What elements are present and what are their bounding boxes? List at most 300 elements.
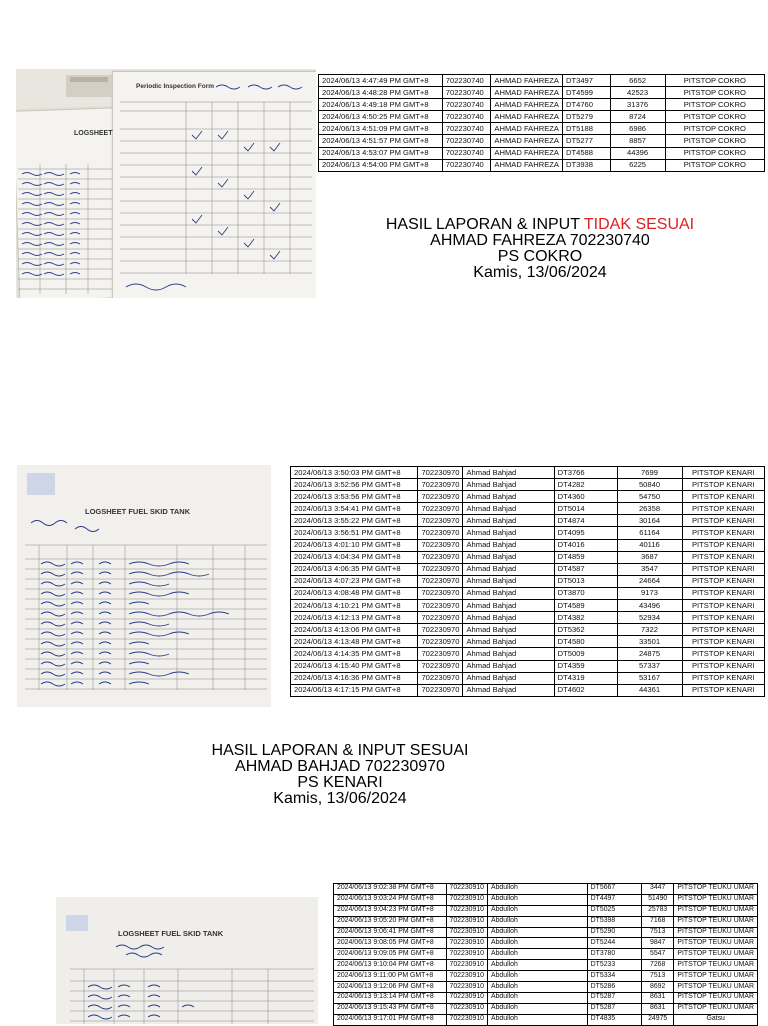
logsheet-photo-3 [56,897,318,1024]
operator-name-cell: AHMAD FAHREZA [491,75,563,87]
location-cell: PITSTOP KENARI [682,684,765,696]
employee-id-cell: 702230910 [446,971,488,982]
table-row [319,159,765,171]
hour-meter-cell: 24875 [617,648,682,660]
operator-name-cell: Abdulloh [488,884,588,895]
hour-meter-cell: 42523 [610,87,665,99]
handwriting-scribbles [16,69,316,298]
operator-name-cell: Ahmad Bahjad [463,539,554,551]
operator-name-cell: Ahmad Bahjad [463,491,554,503]
operator-name-cell: Abdulloh [488,992,588,1003]
employee-id-cell: 702230910 [446,894,488,905]
unit-code-cell: DT3766 [554,467,617,479]
unit-code-cell: DT5362 [554,624,617,636]
operator-name-cell: AHMAD FAHREZA [491,99,563,111]
hour-meter-cell: 53167 [617,672,682,684]
hour-meter-cell: 3547 [617,563,682,575]
timestamp-cell: 2024/06/13 9:12:06 PM GMT+8 [334,982,447,993]
timestamp-cell: 2024/06/13 9:05:20 PM GMT+8 [334,916,447,927]
caption-line-4: Kamis, 13/06/2024 [473,264,607,281]
photo-form-title: LOGSHEET FUEL SKID TANK [118,929,224,938]
employee-id-cell: 702230970 [418,575,463,587]
unit-code-cell: DT5009 [554,648,617,660]
location-cell: PITSTOP TEUKU UMAR [674,949,758,960]
hour-meter-cell: 57337 [617,660,682,672]
operator-name-cell: Abdulloh [488,982,588,993]
table-row [291,587,765,599]
table-row [334,971,758,982]
timestamp-cell: 2024/06/13 4:49:18 PM GMT+8 [319,99,443,111]
hour-meter-cell: 6986 [610,123,665,135]
operator-name-cell: Abdulloh [488,1003,588,1014]
table-row [334,894,758,905]
table-row [334,960,758,971]
timestamp-cell: 2024/06/13 9:02:38 PM GMT+8 [334,884,447,895]
unit-code-cell: DT4760 [562,99,610,111]
table-row [334,1003,758,1014]
table-row [319,75,765,87]
unit-code-cell: DT4016 [554,539,617,551]
unit-code-cell: DT4319 [554,672,617,684]
location-cell: PITSTOP TEUKU UMAR [674,894,758,905]
timestamp-cell: 2024/06/13 4:06:35 PM GMT+8 [291,563,418,575]
operator-name-cell: Ahmad Bahjad [463,587,554,599]
handwriting-scribbles [17,465,271,707]
timestamp-cell: 2024/06/13 4:16:36 PM GMT+8 [291,672,418,684]
unit-code-cell: DT5279 [562,111,610,123]
employee-id-cell: 702230970 [418,648,463,660]
employee-id-cell: 702230910 [446,1014,488,1025]
timestamp-cell: 2024/06/13 3:50:03 PM GMT+8 [291,467,418,479]
employee-id-cell: 702230740 [442,147,491,159]
employee-id-cell: 702230970 [418,672,463,684]
timestamp-cell: 2024/06/13 4:01:10 PM GMT+8 [291,539,418,551]
employee-id-cell: 702230910 [446,1003,488,1014]
hour-meter-cell: 6225 [610,159,665,171]
operator-name-cell: Ahmad Bahjad [463,636,554,648]
employee-id-cell: 702230740 [442,123,491,135]
table-row [319,147,765,159]
employee-id-cell: 702230970 [418,636,463,648]
hour-meter-cell: 8631 [641,1003,673,1014]
operator-name-cell: Ahmad Bahjad [463,551,554,563]
unit-code-cell: DT4095 [554,527,617,539]
caption-line-1: HASIL LAPORAN & INPUT TIDAK SESUAI [385,216,695,233]
table-row [319,99,765,111]
operator-name-cell: Ahmad Bahjad [463,600,554,612]
timestamp-cell: 2024/06/13 4:13:48 PM GMT+8 [291,636,418,648]
operator-name-cell: AHMAD FAHREZA [491,87,563,99]
unit-code-cell: DT4835 [587,1014,641,1025]
unit-code-cell: DT3497 [562,75,610,87]
table-row [291,491,765,503]
employee-id-cell: 702230970 [418,684,463,696]
table-row [291,527,765,539]
employee-id-cell: 702230970 [418,503,463,515]
timestamp-cell: 2024/06/13 9:17:01 PM GMT+8 [334,1014,447,1025]
employee-id-cell: 702230740 [442,159,491,171]
location-cell: PITSTOP COKRO [665,147,764,159]
table-row [291,684,765,696]
timestamp-cell: 2024/06/13 9:11:00 PM GMT+8 [334,971,447,982]
employee-id-cell: 702230970 [418,660,463,672]
hour-meter-cell: 40116 [617,539,682,551]
unit-code-cell: DT5286 [587,982,641,993]
table-row [334,949,758,960]
hour-meter-cell: 9173 [617,587,682,599]
hour-meter-cell: 7168 [641,916,673,927]
operator-name-cell: Ahmad Bahjad [463,467,554,479]
table-row [334,992,758,1003]
unit-code-cell: DT5025 [587,905,641,916]
location-cell: PITSTOP TEUKU UMAR [674,1003,758,1014]
table-row [291,575,765,587]
caption-line-3: PS COKRO [497,248,583,265]
location-cell: PITSTOP TEUKU UMAR [674,960,758,971]
caption-line-2: AHMAD FAHREZA 702230740 [430,232,650,249]
unit-code-cell: DT5398 [587,916,641,927]
hour-meter-cell: 61164 [617,527,682,539]
employee-id-cell: 702230970 [418,539,463,551]
hour-meter-cell: 54750 [617,491,682,503]
employee-id-cell: 702230740 [442,75,491,87]
report-caption-1 [330,217,750,281]
timestamp-cell: 2024/06/13 4:15:40 PM GMT+8 [291,660,418,672]
table-row [291,515,765,527]
operator-name-cell: AHMAD FAHREZA [491,159,563,171]
unit-code-cell: DT4282 [554,479,617,491]
operator-name-cell: Ahmad Bahjad [463,684,554,696]
unit-code-cell: DT5233 [587,960,641,971]
timestamp-cell: 2024/06/13 3:55:22 PM GMT+8 [291,515,418,527]
table-row [334,982,758,993]
hour-meter-cell: 3687 [617,551,682,563]
operator-name-cell: Abdulloh [488,927,588,938]
input-table-2 [290,466,765,697]
operator-name-cell: AHMAD FAHREZA [491,147,563,159]
hour-meter-cell: 8692 [641,982,673,993]
unit-code-cell: DT5334 [587,971,641,982]
operator-name-cell: Ahmad Bahjad [463,527,554,539]
hour-meter-cell: 51490 [641,894,673,905]
operator-name-cell: Abdulloh [488,916,588,927]
unit-code-cell: DT4382 [554,612,617,624]
table-row [334,927,758,938]
hour-meter-cell: 31376 [610,99,665,111]
location-cell: PITSTOP KENARI [682,672,765,684]
hour-meter-cell: 8631 [641,992,673,1003]
location-cell: PITSTOP KENARI [682,539,765,551]
table-row [291,648,765,660]
timestamp-cell: 2024/06/13 4:48:28 PM GMT+8 [319,87,443,99]
location-cell: PITSTOP TEUKU UMAR [674,971,758,982]
employee-id-cell: 702230910 [446,905,488,916]
timestamp-cell: 2024/06/13 9:06:41 PM GMT+8 [334,927,447,938]
location-cell: PITSTOP KENARI [682,503,765,515]
location-cell: Gatsu [674,1014,758,1025]
location-cell: PITSTOP KENARI [682,515,765,527]
timestamp-cell: 2024/06/13 4:50:25 PM GMT+8 [319,111,443,123]
unit-code-cell: DT4874 [554,515,617,527]
location-cell: PITSTOP KENARI [682,612,765,624]
operator-name-cell: Abdulloh [488,960,588,971]
hour-meter-cell: 30164 [617,515,682,527]
operator-name-cell: Abdulloh [488,971,588,982]
unit-code-cell: DT5287 [587,992,641,1003]
unit-code-cell: DT5244 [587,938,641,949]
timestamp-cell: 2024/06/13 3:53:56 PM GMT+8 [291,491,418,503]
unit-code-cell: DT5188 [562,123,610,135]
location-cell: PITSTOP TEUKU UMAR [674,884,758,895]
location-cell: PITSTOP KENARI [682,587,765,599]
status-mismatch-label: TIDAK SESUAI [583,216,695,233]
unit-code-cell: DT4859 [554,551,617,563]
caption-line-3: PS KENARI [297,774,383,791]
unit-code-cell: DT4599 [562,87,610,99]
input-table-3 [333,883,758,1026]
timestamp-cell: 2024/06/13 9:03:24 PM GMT+8 [334,894,447,905]
table-row [291,503,765,515]
operator-name-cell: Ahmad Bahjad [463,624,554,636]
hour-meter-cell: 33501 [617,636,682,648]
unit-code-cell: DT5287 [587,1003,641,1014]
location-cell: PITSTOP COKRO [665,123,764,135]
location-cell: PITSTOP COKRO [665,159,764,171]
unit-code-cell: DT4580 [554,636,617,648]
table-row [334,884,758,895]
hour-meter-cell: 43496 [617,600,682,612]
input-table-1 [318,74,765,172]
table-row [334,916,758,927]
timestamp-cell: 2024/06/13 9:15:43 PM GMT+8 [334,1003,447,1014]
employee-id-cell: 702230970 [418,551,463,563]
hour-meter-cell: 44396 [610,147,665,159]
unit-code-cell: DT5014 [554,503,617,515]
unit-code-cell: DT3780 [587,949,641,960]
employee-id-cell: 702230970 [418,479,463,491]
timestamp-cell: 2024/06/13 4:51:09 PM GMT+8 [319,123,443,135]
photo-form-subtitle: LOGSHEET [74,130,113,137]
caption-line-4: Kamis, 13/06/2024 [273,790,407,807]
table-row [319,123,765,135]
operator-name-cell: Ahmad Bahjad [463,648,554,660]
table-row [319,111,765,123]
table-row [291,479,765,491]
unit-code-cell: DT3938 [562,159,610,171]
employee-id-cell: 702230910 [446,982,488,993]
hour-meter-cell: 7513 [641,927,673,938]
timestamp-cell: 2024/06/13 3:54:41 PM GMT+8 [291,503,418,515]
location-cell: PITSTOP KENARI [682,624,765,636]
photo-form-title: Periodic Inspection Form [136,83,215,90]
table-row [291,539,765,551]
operator-name-cell: AHMAD FAHREZA [491,123,563,135]
hour-meter-cell: 7268 [641,960,673,971]
location-cell: PITSTOP COKRO [665,111,764,123]
table-row [334,938,758,949]
employee-id-cell: 702230910 [446,927,488,938]
timestamp-cell: 2024/06/13 9:10:04 PM GMT+8 [334,960,447,971]
hour-meter-cell: 5547 [641,949,673,960]
unit-code-cell: DT4589 [554,600,617,612]
table-row [319,135,765,147]
location-cell: PITSTOP TEUKU UMAR [674,905,758,916]
caption-line-1: HASIL LAPORAN & INPUT SESUAI [211,742,469,759]
hour-meter-cell: 7699 [617,467,682,479]
location-cell: PITSTOP TEUKU UMAR [674,982,758,993]
timestamp-cell: 2024/06/13 9:09:05 PM GMT+8 [334,949,447,960]
location-cell: PITSTOP KENARI [682,648,765,660]
hour-meter-cell: 44361 [617,684,682,696]
employee-id-cell: 702230910 [446,938,488,949]
timestamp-cell: 2024/06/13 3:52:56 PM GMT+8 [291,479,418,491]
timestamp-cell: 2024/06/13 4:13:06 PM GMT+8 [291,624,418,636]
location-cell: PITSTOP KENARI [682,479,765,491]
table-row [291,612,765,624]
employee-id-cell: 702230970 [418,527,463,539]
employee-id-cell: 702230970 [418,515,463,527]
location-cell: PITSTOP TEUKU UMAR [674,992,758,1003]
location-cell: PITSTOP COKRO [665,75,764,87]
table-row [291,467,765,479]
hour-meter-cell: 8857 [610,135,665,147]
hour-meter-cell: 26358 [617,503,682,515]
hour-meter-cell: 24664 [617,575,682,587]
operator-name-cell: AHMAD FAHREZA [491,111,563,123]
hour-meter-cell: 7513 [641,971,673,982]
location-cell: PITSTOP COKRO [665,87,764,99]
logsheet-photo-2 [17,465,271,707]
unit-code-cell: DT5277 [562,135,610,147]
timestamp-cell: 2024/06/13 4:14:35 PM GMT+8 [291,648,418,660]
location-cell: PITSTOP TEUKU UMAR [674,916,758,927]
photo-form-title: LOGSHEET FUEL SKID TANK [85,507,191,516]
timestamp-cell: 2024/06/13 4:53:07 PM GMT+8 [319,147,443,159]
hour-meter-cell: 9847 [641,938,673,949]
operator-name-cell: Abdulloh [488,1014,588,1025]
employee-id-cell: 702230970 [418,600,463,612]
operator-name-cell: Abdulloh [488,894,588,905]
operator-name-cell: Ahmad Bahjad [463,515,554,527]
timestamp-cell: 2024/06/13 4:51:57 PM GMT+8 [319,135,443,147]
location-cell: PITSTOP TEUKU UMAR [674,938,758,949]
employee-id-cell: 702230740 [442,135,491,147]
location-cell: PITSTOP KENARI [682,491,765,503]
unit-code-cell: DT5290 [587,927,641,938]
unit-code-cell: DT4602 [554,684,617,696]
employee-id-cell: 702230970 [418,624,463,636]
location-cell: PITSTOP COKRO [665,99,764,111]
hour-meter-cell: 8724 [610,111,665,123]
hour-meter-cell: 7322 [617,624,682,636]
operator-name-cell: Ahmad Bahjad [463,612,554,624]
hour-meter-cell: 25783 [641,905,673,916]
unit-code-cell: DT4587 [554,563,617,575]
timestamp-cell: 2024/06/13 4:10:21 PM GMT+8 [291,600,418,612]
employee-id-cell: 702230970 [418,491,463,503]
location-cell: PITSTOP KENARI [682,527,765,539]
table-row [291,551,765,563]
hour-meter-cell: 24975 [641,1014,673,1025]
table-row [334,1014,758,1025]
table-row [291,563,765,575]
unit-code-cell: DT3870 [554,587,617,599]
location-cell: PITSTOP KENARI [682,636,765,648]
employee-id-cell: 702230910 [446,884,488,895]
timestamp-cell: 2024/06/13 9:04:23 PM GMT+8 [334,905,447,916]
table-row [291,636,765,648]
hour-meter-cell: 50840 [617,479,682,491]
timestamp-cell: 2024/06/13 4:17:15 PM GMT+8 [291,684,418,696]
employee-id-cell: 702230970 [418,587,463,599]
timestamp-cell: 2024/06/13 4:47:49 PM GMT+8 [319,75,443,87]
operator-name-cell: AHMAD FAHREZA [491,135,563,147]
operator-name-cell: Ahmad Bahjad [463,479,554,491]
caption-line-2: AHMAD BAHJAD 702230970 [235,758,445,775]
operator-name-cell: Abdulloh [488,905,588,916]
unit-code-cell: DT4497 [587,894,641,905]
handwriting-scribbles [56,897,318,1024]
operator-name-cell: Ahmad Bahjad [463,672,554,684]
employee-id-cell: 702230970 [418,563,463,575]
table-row [291,624,765,636]
location-cell: PITSTOP KENARI [682,551,765,563]
employee-id-cell: 702230910 [446,916,488,927]
unit-code-cell: DT4360 [554,491,617,503]
table-row [334,905,758,916]
hour-meter-cell: 52934 [617,612,682,624]
operator-name-cell: Abdulloh [488,949,588,960]
table-row [291,600,765,612]
report-caption-2 [140,743,540,807]
employee-id-cell: 702230740 [442,111,491,123]
employee-id-cell: 702230740 [442,99,491,111]
hour-meter-cell: 6652 [610,75,665,87]
location-cell: PITSTOP KENARI [682,600,765,612]
hour-meter-cell: 3447 [641,884,673,895]
timestamp-cell: 2024/06/13 4:12:13 PM GMT+8 [291,612,418,624]
unit-code-cell: DT5013 [554,575,617,587]
location-cell: PITSTOP KENARI [682,660,765,672]
location-cell: PITSTOP KENARI [682,563,765,575]
table-row [291,672,765,684]
timestamp-cell: 2024/06/13 9:08:05 PM GMT+8 [334,938,447,949]
timestamp-cell: 2024/06/13 9:13:14 PM GMT+8 [334,992,447,1003]
timestamp-cell: 2024/06/13 4:07:23 PM GMT+8 [291,575,418,587]
unit-code-cell: DT5667 [587,884,641,895]
table-row [319,87,765,99]
location-cell: PITSTOP KENARI [682,575,765,587]
employee-id-cell: 702230910 [446,949,488,960]
operator-name-cell: Ahmad Bahjad [463,563,554,575]
operator-name-cell: Ahmad Bahjad [463,660,554,672]
location-cell: PITSTOP KENARI [682,467,765,479]
employee-id-cell: 702230910 [446,960,488,971]
operator-name-cell: Abdulloh [488,938,588,949]
employee-id-cell: 702230970 [418,612,463,624]
location-cell: PITSTOP COKRO [665,135,764,147]
logsheet-photo-1 [16,69,316,298]
unit-code-cell: DT4588 [562,147,610,159]
timestamp-cell: 2024/06/13 4:04:34 PM GMT+8 [291,551,418,563]
location-cell: PITSTOP TEUKU UMAR [674,927,758,938]
timestamp-cell: 2024/06/13 4:08:48 PM GMT+8 [291,587,418,599]
operator-name-cell: Ahmad Bahjad [463,575,554,587]
table-row [291,660,765,672]
employee-id-cell: 702230910 [446,992,488,1003]
unit-code-cell: DT4359 [554,660,617,672]
timestamp-cell: 2024/06/13 4:54:00 PM GMT+8 [319,159,443,171]
